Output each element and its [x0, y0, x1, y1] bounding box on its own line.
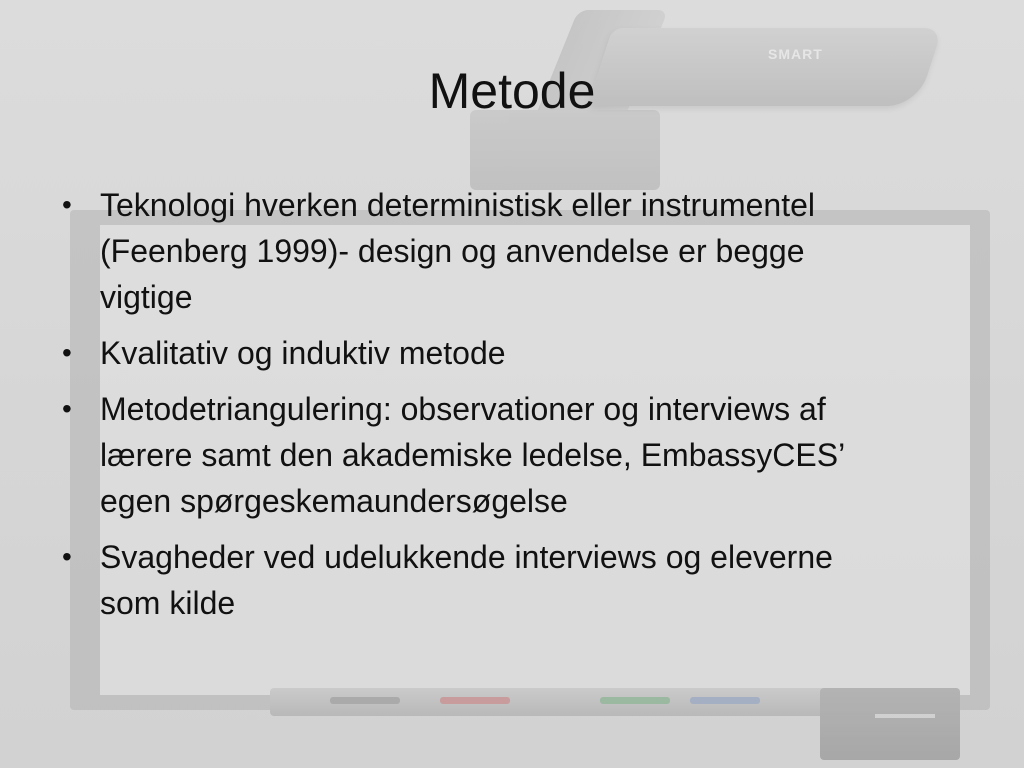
- bullet-text: Kvalitativ og induktiv metode: [100, 335, 506, 371]
- bullet-dot-icon: •: [62, 189, 72, 220]
- tray-eraser: [875, 714, 935, 718]
- tray-control-box: [820, 688, 960, 760]
- pen-green: [600, 697, 670, 704]
- pen-blue: [690, 697, 760, 704]
- bullet-list: [62, 182, 852, 636]
- projector-logo: SMART: [768, 46, 823, 62]
- pen-red: [440, 697, 510, 704]
- bullet-text: Teknologi hverken deterministisk eller instrumentel (Feenberg 1999)- design og anvendelse er begge vigtige: [100, 187, 815, 315]
- bullet-item: [62, 182, 852, 320]
- bullet-text: Metodetriangulering: observationer og interviews af lærere samt den akademiske ledelse, EmbassyCES’ egen spørgeskemaundersøgelse: [100, 391, 845, 519]
- bullet-dot-icon: •: [62, 541, 72, 572]
- bullet-dot-icon: •: [62, 393, 72, 424]
- projector-neck: [470, 110, 660, 190]
- slide-title: Metode: [428, 63, 596, 119]
- bullet-text: Svagheder ved udelukkende interviews og eleverne som kilde: [100, 539, 833, 621]
- bullet-dot-icon: •: [62, 337, 72, 368]
- bullet-item: [62, 386, 852, 524]
- bullet-item: [62, 534, 852, 626]
- bullet-item: [62, 330, 852, 376]
- pen-black: [330, 697, 400, 704]
